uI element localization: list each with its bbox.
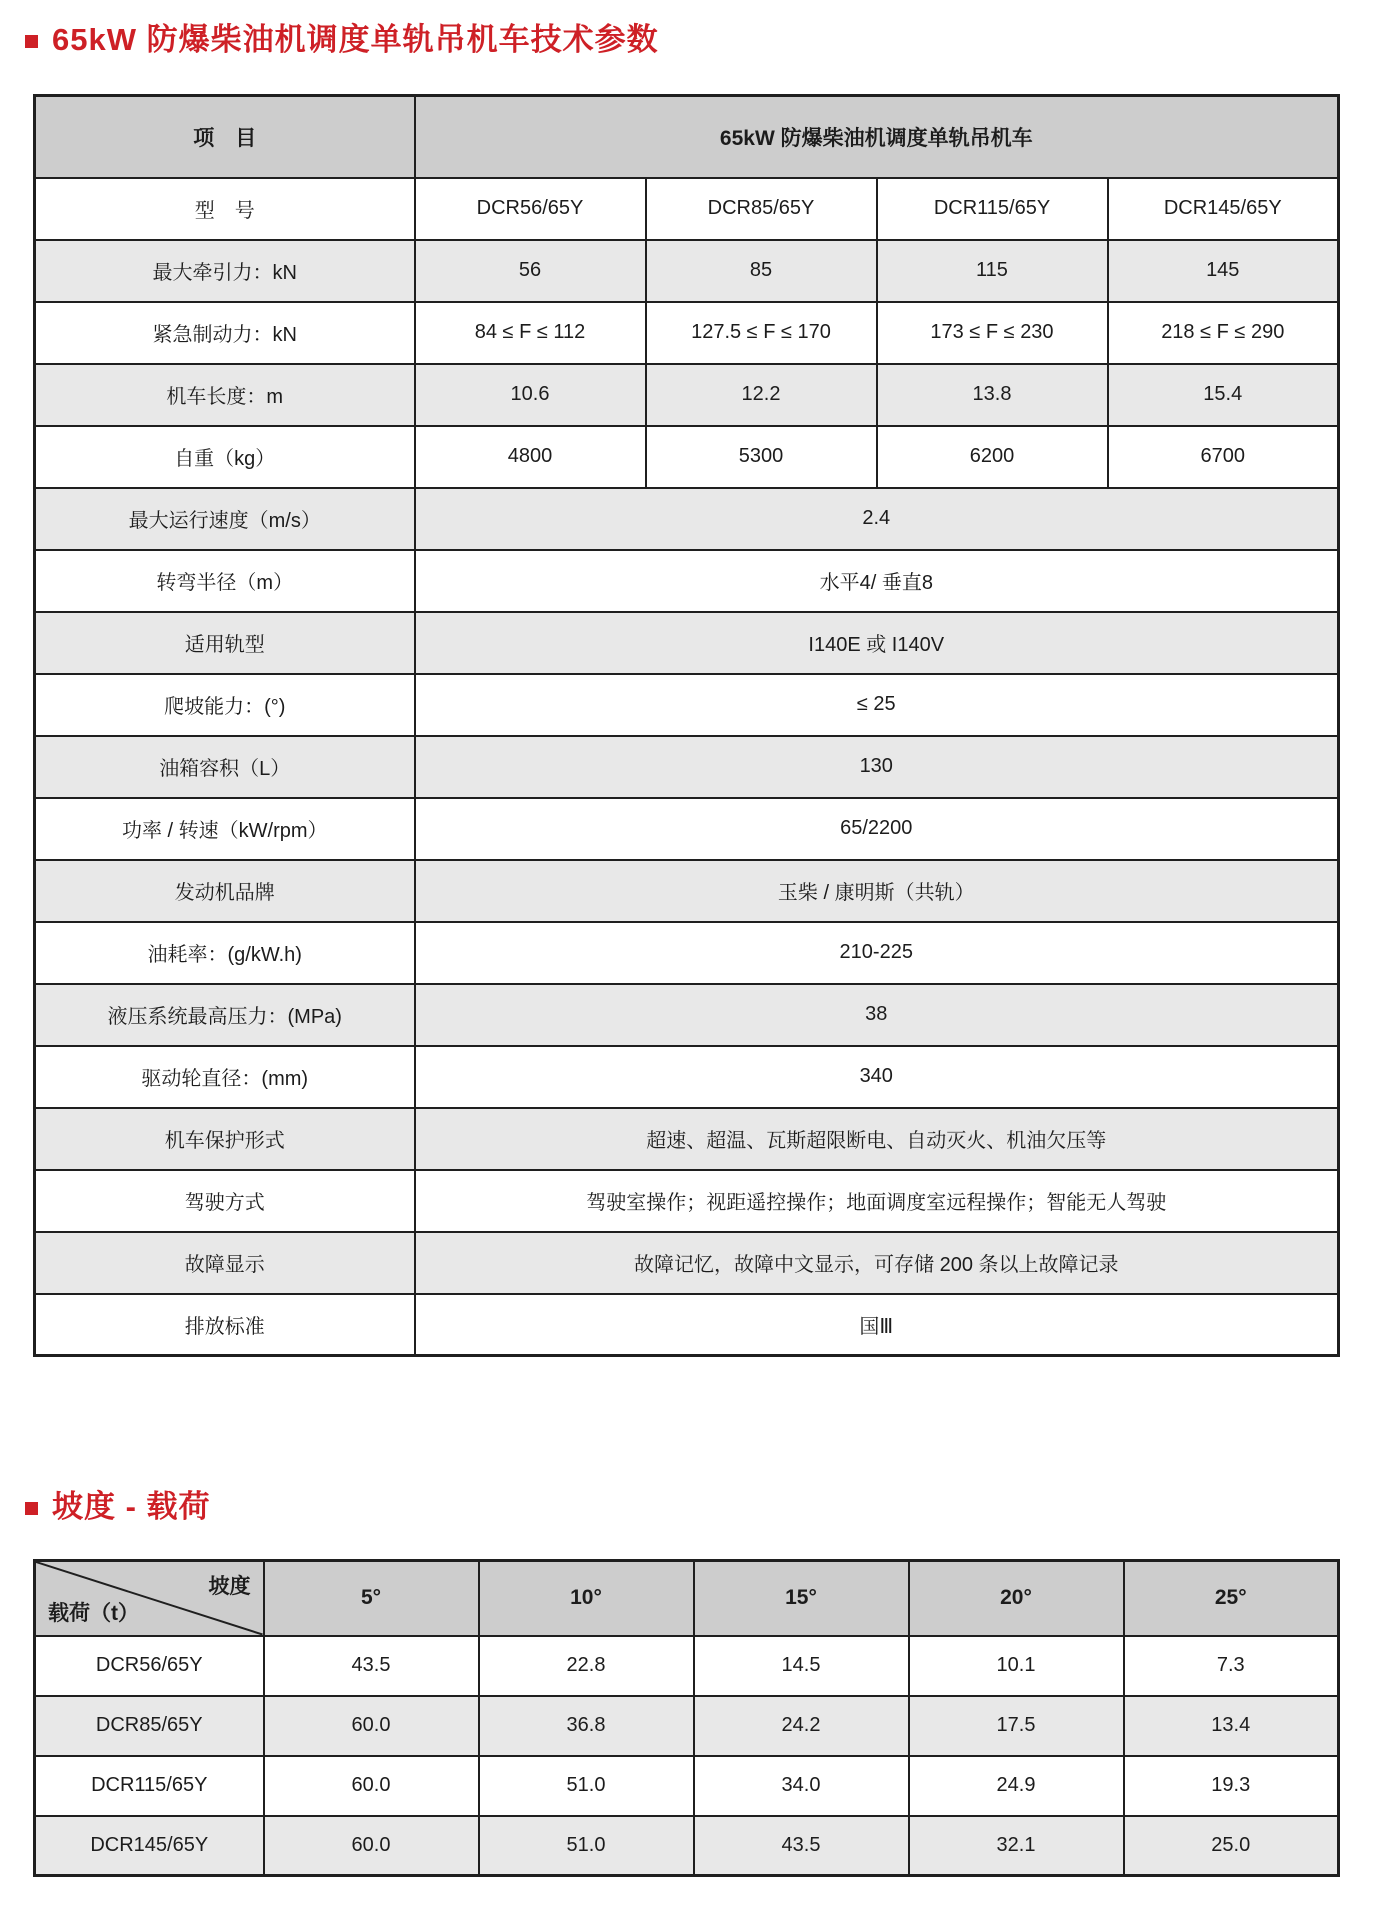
load-value-cell: 51.0 <box>479 1756 694 1816</box>
model-cell: DCR145/65Y <box>1108 178 1339 240</box>
spec-value-cell: 84 ≤ F ≤ 112 <box>415 302 646 364</box>
spec-value-cell: 国Ⅲ <box>415 1294 1339 1356</box>
spec-value-cell: 127.5 ≤ F ≤ 170 <box>646 302 877 364</box>
spec-value-cell: 6200 <box>877 426 1108 488</box>
spec-row-traction <box>35 240 1339 302</box>
load-axis-label: 载荷（t） <box>48 1601 139 1625</box>
spec-row-driving-mode <box>35 1170 1339 1232</box>
load-value-cell: 24.2 <box>694 1696 909 1756</box>
section-title-slope-load <box>25 1489 1375 1525</box>
load-value-cell: 22.8 <box>479 1636 694 1696</box>
load-value-cell: 51.0 <box>479 1816 694 1876</box>
spec-row-braking <box>35 302 1339 364</box>
spec-label-cell: 排放标准 <box>35 1294 415 1356</box>
spec-value-cell: 38 <box>415 984 1339 1046</box>
slope-load-row <box>35 1816 1339 1876</box>
spec-value-cell: 15.4 <box>1108 364 1339 426</box>
spec-label-cell: 功率 / 转速（kW/rpm） <box>35 798 415 860</box>
spec-value-cell: 65/2200 <box>415 798 1339 860</box>
spec-label-cell: 机车保护形式 <box>35 1108 415 1170</box>
load-value-cell: 60.0 <box>264 1756 479 1816</box>
spec-corner-header: 项 目 <box>35 96 415 178</box>
load-value-cell: 43.5 <box>694 1816 909 1876</box>
spec-value-cell: 12.2 <box>646 364 877 426</box>
spec-row-fuel-rate <box>35 922 1339 984</box>
load-value-cell: 32.1 <box>909 1816 1124 1876</box>
spec-label-cell: 机车长度：m <box>35 364 415 426</box>
model-cell: DCR115/65Y <box>877 178 1108 240</box>
model-cell: DCR56/65Y <box>35 1636 264 1696</box>
spec-value-cell: 驾驶室操作；视距遥控操作；地面调度室远程操作；智能无人驾驶 <box>415 1170 1339 1232</box>
spec-value-cell: 5300 <box>646 426 877 488</box>
slope-load-row <box>35 1756 1339 1816</box>
spec-value-cell: 2.4 <box>415 488 1339 550</box>
spec-label-cell: 发动机品牌 <box>35 860 415 922</box>
spec-value-cell: 超速、超温、瓦斯超限断电、自动灭火、机油欠压等 <box>415 1108 1339 1170</box>
spec-label-cell: 驾驶方式 <box>35 1170 415 1232</box>
slope-load-corner-cell <box>35 1561 264 1636</box>
spec-row-engine-brand <box>35 860 1339 922</box>
slope-column-header: 15° <box>694 1561 909 1636</box>
slope-column-header: 20° <box>909 1561 1124 1636</box>
spec-label-cell: 最大运行速度（m/s） <box>35 488 415 550</box>
spec-value-cell: 水平4/ 垂直8 <box>415 550 1339 612</box>
slope-load-row <box>35 1636 1339 1696</box>
spec-row-climbing <box>35 674 1339 736</box>
load-value-cell: 24.9 <box>909 1756 1124 1816</box>
load-value-cell: 25.0 <box>1124 1816 1339 1876</box>
spec-value-cell: 4800 <box>415 426 646 488</box>
spec-label-cell: 最大牵引力：kN <box>35 240 415 302</box>
spec-label-cell: 紧急制动力：kN <box>35 302 415 364</box>
spec-row-hydraulic-pressure <box>35 984 1339 1046</box>
spec-table <box>33 94 1340 1357</box>
spec-value-cell: 173 ≤ F ≤ 230 <box>877 302 1108 364</box>
spec-row-fuel-tank <box>35 736 1339 798</box>
spec-label-cell: 型 号 <box>35 178 415 240</box>
spec-row-length <box>35 364 1339 426</box>
model-cell: DCR56/65Y <box>415 178 646 240</box>
spec-row-wheel-diameter <box>35 1046 1339 1108</box>
spec-value-cell: 130 <box>415 736 1339 798</box>
load-value-cell: 34.0 <box>694 1756 909 1816</box>
section-title-text: 65kW 防爆柴油机调度单轨吊机车技术参数 <box>52 22 659 57</box>
spec-row-rail-type <box>35 612 1339 674</box>
model-cell: DCR85/65Y <box>35 1696 264 1756</box>
spec-label-cell: 爬坡能力：(°) <box>35 674 415 736</box>
spec-value-cell: 13.8 <box>877 364 1108 426</box>
spec-label-cell: 液压系统最高压力：(MPa) <box>35 984 415 1046</box>
spec-value-cell: 故障记忆，故障中文显示，可存储 200 条以上故障记录 <box>415 1232 1339 1294</box>
load-value-cell: 10.1 <box>909 1636 1124 1696</box>
model-cell: DCR115/65Y <box>35 1756 264 1816</box>
spec-row-turn-radius <box>35 550 1339 612</box>
spec-value-cell: 6700 <box>1108 426 1339 488</box>
section-title-specs <box>25 0 1375 58</box>
spec-row-model <box>35 178 1339 240</box>
spec-label-cell: 油箱容积（L） <box>35 736 415 798</box>
slope-load-row <box>35 1696 1339 1756</box>
spec-row-emission <box>35 1294 1339 1356</box>
slope-column-header: 5° <box>264 1561 479 1636</box>
spec-value-cell: 145 <box>1108 240 1339 302</box>
spec-row-protection <box>35 1108 1339 1170</box>
load-value-cell: 17.5 <box>909 1696 1124 1756</box>
load-value-cell: 36.8 <box>479 1696 694 1756</box>
load-value-cell: 60.0 <box>264 1816 479 1876</box>
section-title-text: 坡度 - 载荷 <box>52 1489 211 1524</box>
slope-axis-label: 坡度 <box>208 1575 251 1598</box>
load-value-cell: 14.5 <box>694 1636 909 1696</box>
slope-column-header: 10° <box>479 1561 694 1636</box>
section-bullet-icon <box>25 1502 38 1515</box>
spec-value-cell: 340 <box>415 1046 1339 1108</box>
spec-label-cell: 故障显示 <box>35 1232 415 1294</box>
spec-label-cell: 适用轨型 <box>35 612 415 674</box>
slope-load-table <box>33 1559 1340 1877</box>
spec-row-weight <box>35 426 1339 488</box>
model-cell: DCR145/65Y <box>35 1816 264 1876</box>
spec-value-cell: 210-225 <box>415 922 1339 984</box>
spec-value-cell: 10.6 <box>415 364 646 426</box>
load-value-cell: 13.4 <box>1124 1696 1339 1756</box>
spec-group-header: 65kW 防爆柴油机调度单轨吊机车 <box>415 96 1339 178</box>
slope-column-header: 25° <box>1124 1561 1339 1636</box>
spec-row-power-rpm <box>35 798 1339 860</box>
spec-label-cell: 转弯半径（m） <box>35 550 415 612</box>
spec-value-cell: 85 <box>646 240 877 302</box>
spec-label-cell: 油耗率：(g/kW.h) <box>35 922 415 984</box>
spec-value-cell: 56 <box>415 240 646 302</box>
spec-value-cell: 115 <box>877 240 1108 302</box>
spec-value-cell: I140E 或 I140V <box>415 612 1339 674</box>
spec-value-cell: 玉柴 / 康明斯（共轨） <box>415 860 1339 922</box>
spec-header-row <box>35 96 1339 178</box>
spec-row-speed <box>35 488 1339 550</box>
spec-label-cell: 驱动轮直径：(mm) <box>35 1046 415 1108</box>
model-cell: DCR85/65Y <box>646 178 877 240</box>
spec-row-fault-display <box>35 1232 1339 1294</box>
load-value-cell: 43.5 <box>264 1636 479 1696</box>
load-value-cell: 19.3 <box>1124 1756 1339 1816</box>
spec-label-cell: 自重（kg） <box>35 426 415 488</box>
section-bullet-icon <box>25 35 38 48</box>
load-value-cell: 60.0 <box>264 1696 479 1756</box>
load-value-cell: 7.3 <box>1124 1636 1339 1696</box>
slope-load-header-row <box>35 1561 1339 1636</box>
spec-value-cell: ≤ 25 <box>415 674 1339 736</box>
spec-value-cell: 218 ≤ F ≤ 290 <box>1108 302 1339 364</box>
